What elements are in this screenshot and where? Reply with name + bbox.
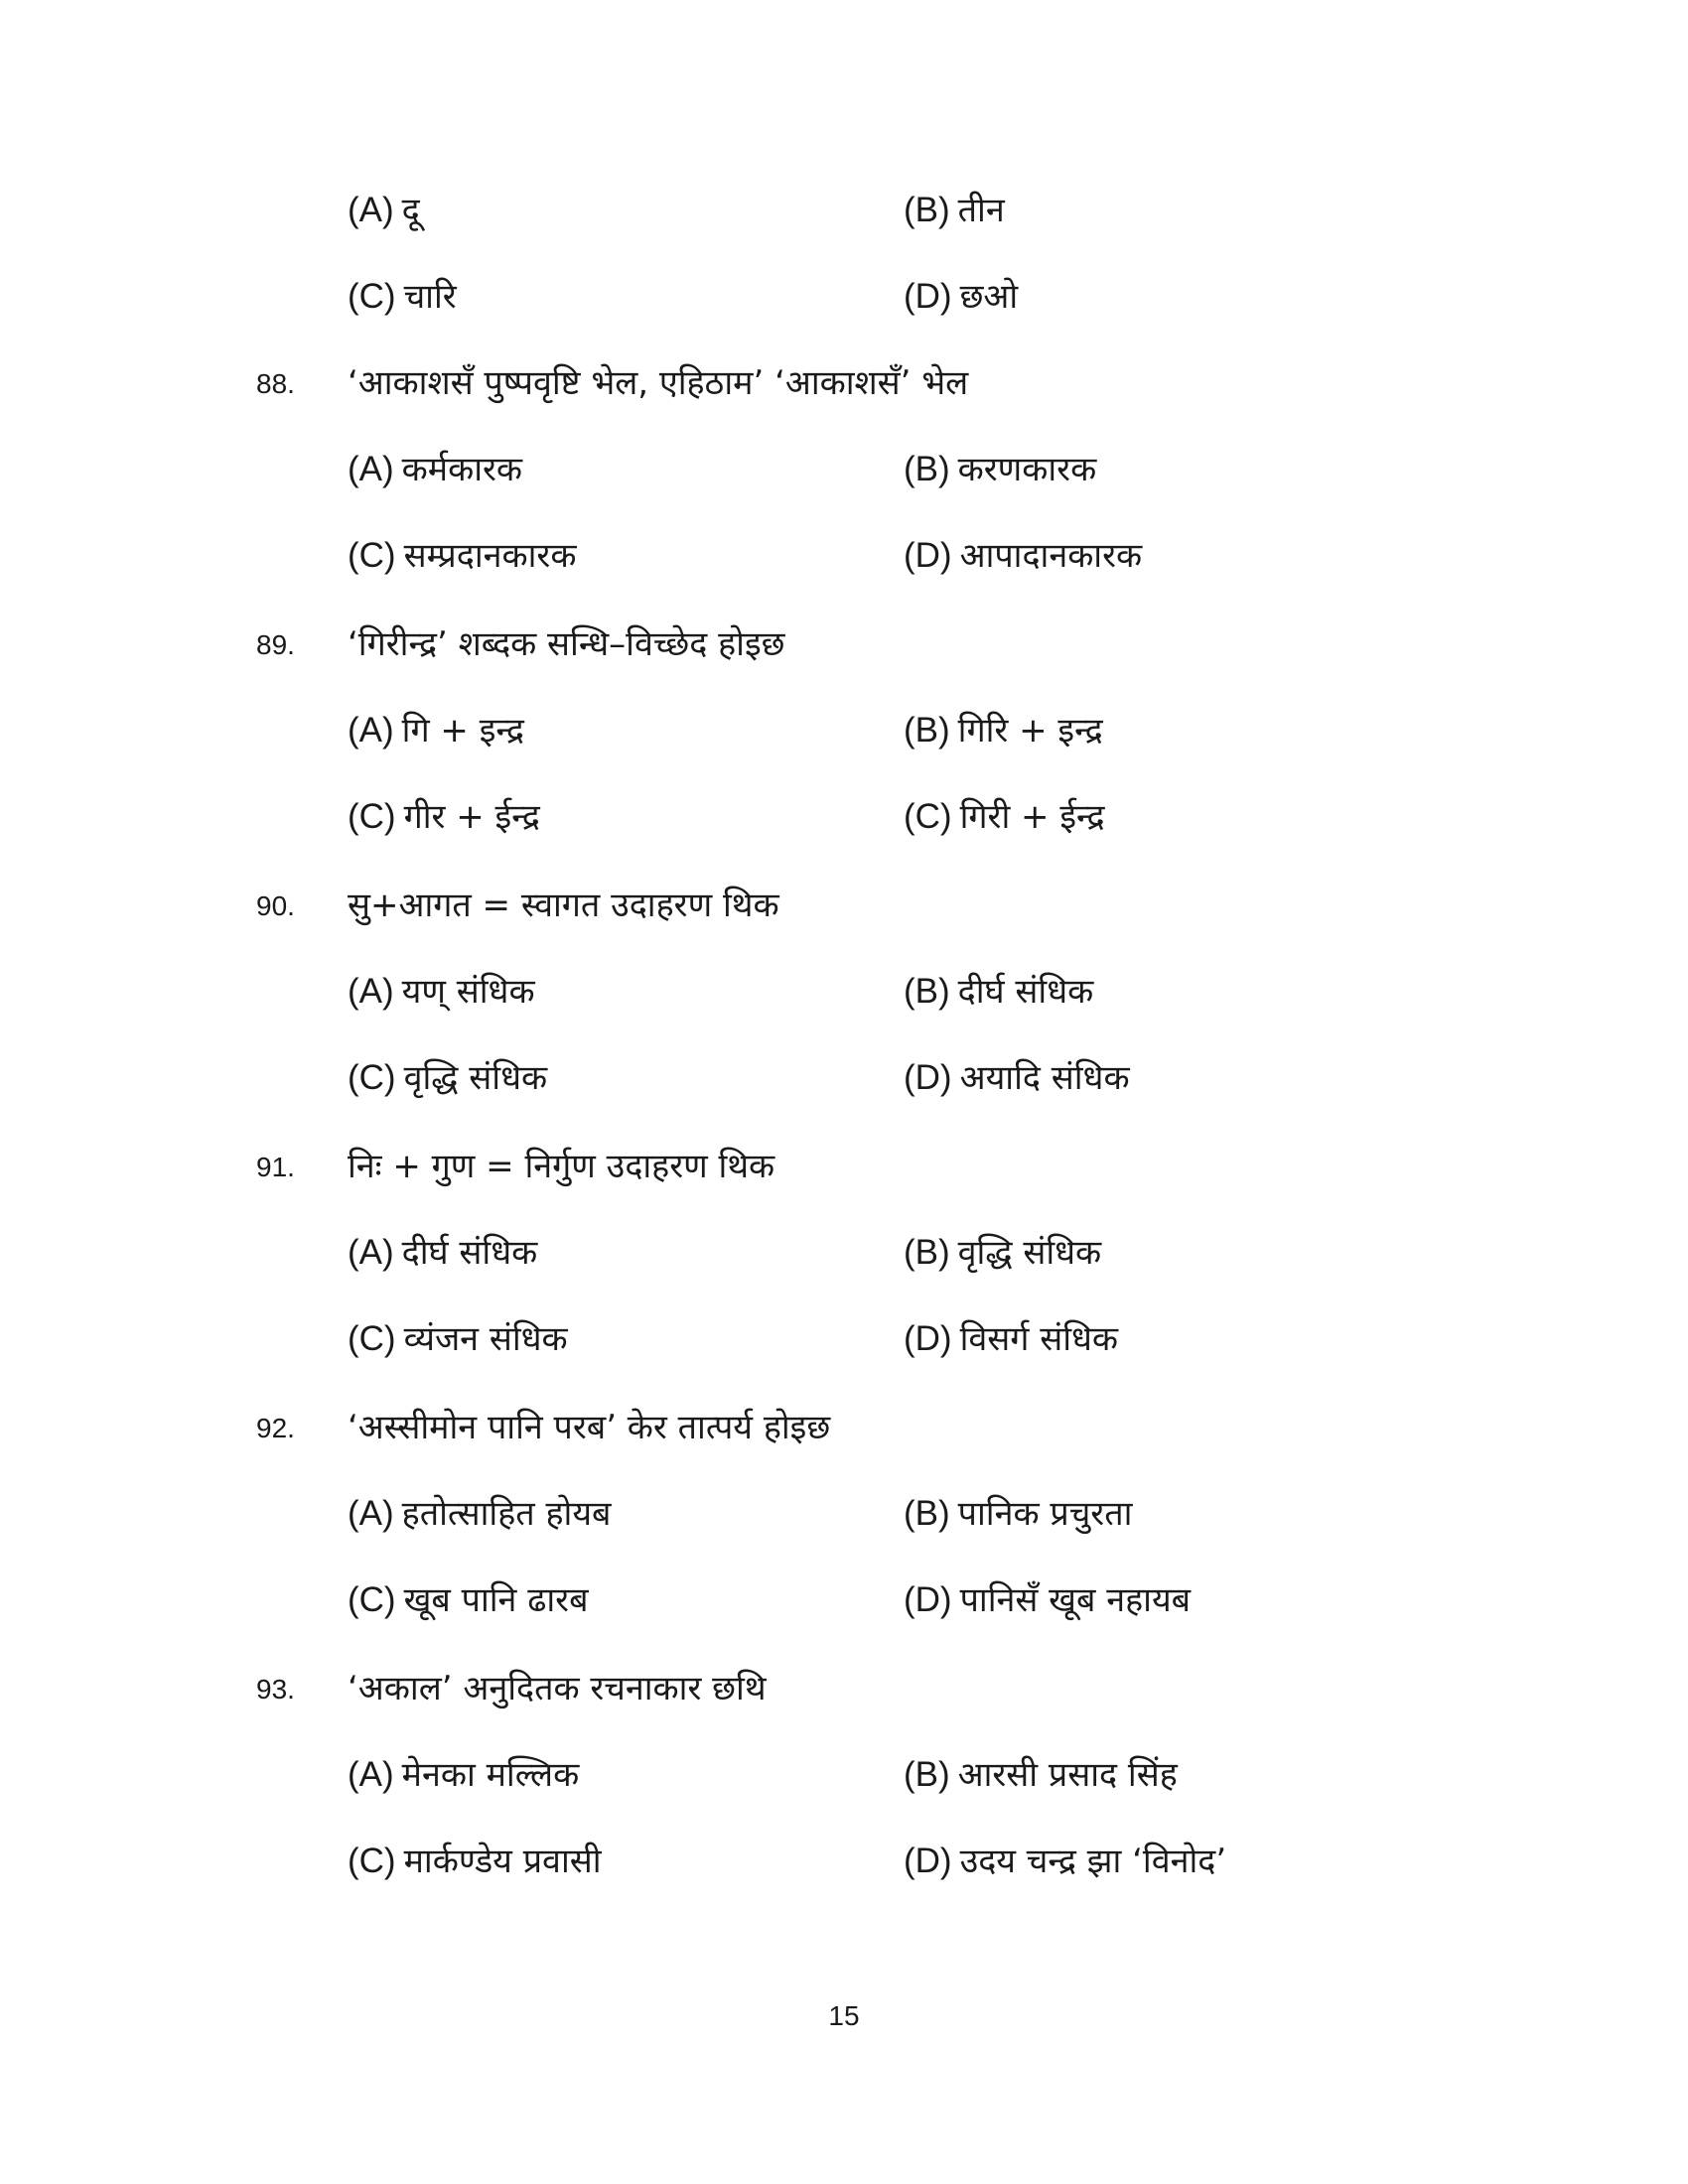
option-label: (B) (904, 972, 950, 1011)
option-text: चारि (403, 277, 457, 317)
question-row (0, 1401, 1688, 1460)
option-label: (A) (348, 1233, 394, 1272)
option-row (0, 443, 1688, 502)
question-row (0, 1140, 1688, 1199)
option-label: (A) (348, 972, 394, 1011)
option-text: दीर्घ संधिक (401, 1233, 538, 1273)
question-text: ‘अस्सीमोन पानि परब’ केर तात्पर्य होइछ (348, 1408, 831, 1447)
question-text: सु+आगत = स्वागत उदाहरण थिक (348, 886, 779, 925)
option-text: गिरि + इन्द्र (957, 711, 1103, 751)
option-a (348, 706, 524, 751)
option-text: वृद्धि संधिक (957, 1233, 1102, 1273)
option-text: दू (401, 191, 420, 230)
option-label: (D) (904, 536, 952, 575)
question-text: निः + गुण = निर्गुण उदाहरण थिक (348, 1147, 775, 1186)
option-row (0, 1573, 1688, 1633)
option-label: (B) (904, 450, 950, 488)
option-b (904, 1750, 1178, 1796)
option-text: वृद्धि संधिक (403, 1058, 548, 1098)
option-row (0, 790, 1688, 850)
option-text: पानिक प्रचुरता (957, 1494, 1133, 1534)
option-text: कर्मकारक (401, 450, 523, 489)
option-text: खूब पानि ढारब (403, 1580, 589, 1620)
option-row (0, 704, 1688, 763)
option-text: करणकारक (957, 450, 1097, 489)
question-row (0, 1662, 1688, 1721)
option-text: अयादि संधिक (959, 1058, 1130, 1098)
question-text: ‘आकाशसँ पुष्पवृष्टि भेल, एहिठाम’ ‘आकाशसँ’ भेल (348, 363, 969, 403)
question-number: 88. (256, 368, 295, 399)
option-text: तीन (957, 191, 1005, 230)
question-number: 92. (256, 1413, 295, 1443)
option-label: (D) (904, 1058, 952, 1097)
option-a (348, 967, 535, 1013)
option-label: (C) (904, 797, 952, 836)
option-label: (C) (348, 1842, 396, 1880)
option-text: मेनका मल्लिक (401, 1755, 580, 1795)
option-row (0, 1487, 1688, 1547)
option-c (348, 272, 457, 318)
option-label: (C) (348, 1580, 396, 1619)
option-c (348, 531, 576, 577)
option-a (348, 1228, 537, 1274)
question-row (0, 879, 1688, 938)
question-text: ‘अकाल’ अनुदितक रचनाकार छथि (348, 1669, 767, 1708)
option-label: (B) (904, 1233, 950, 1272)
option-d (904, 531, 1142, 577)
question-number: 90. (256, 890, 295, 921)
option-label: (B) (904, 711, 950, 750)
option-c (348, 1575, 589, 1621)
option-label: (C) (348, 277, 396, 316)
option-label: (A) (348, 1755, 394, 1794)
option-text: विसर्ग संधिक (959, 1319, 1119, 1359)
option-row (0, 1051, 1688, 1111)
option-label: (C) (348, 797, 396, 836)
option-d (904, 792, 1105, 838)
option-b (904, 706, 1103, 751)
option-b (904, 445, 1096, 490)
option-row (0, 1835, 1688, 1894)
option-b (904, 967, 1093, 1013)
question-text: ‘गिरीन्द्र’ शब्दक सन्धि–विच्छेद होइछ (348, 624, 785, 664)
option-text: हतोत्साहित होयब (401, 1494, 612, 1534)
option-d (904, 1837, 1226, 1882)
option-text: व्यंजन संधिक (403, 1319, 568, 1359)
option-text: पानिसँ खूब नहायब (959, 1580, 1192, 1620)
option-c (348, 792, 540, 838)
option-d (904, 1314, 1118, 1360)
option-text: सम्प्रदानकारक (403, 536, 577, 576)
option-row (0, 529, 1688, 589)
option-a (348, 186, 420, 231)
option-c (348, 1053, 547, 1099)
question-number: 91. (256, 1152, 295, 1182)
option-b (904, 186, 1005, 231)
option-text: छओ (959, 277, 1019, 317)
option-text: गीर + ईन्द्र (403, 797, 540, 837)
option-label: (D) (904, 1842, 952, 1880)
option-label: (C) (348, 1319, 396, 1358)
option-label: (A) (348, 1494, 394, 1533)
option-row (0, 1312, 1688, 1372)
option-text: गि + इन्द्र (401, 711, 524, 751)
question-row (0, 617, 1688, 677)
option-d (904, 272, 1018, 318)
option-text: उदय चन्द्र झा ‘विनोद’ (959, 1842, 1227, 1881)
page-number: 15 (828, 2000, 860, 2031)
option-row (0, 270, 1688, 330)
option-c (348, 1837, 602, 1882)
option-row (0, 965, 1688, 1024)
option-label: (C) (348, 536, 396, 575)
question-row (0, 356, 1688, 416)
option-row (0, 1226, 1688, 1286)
option-label: (D) (904, 1580, 952, 1619)
question-number: 89. (256, 629, 295, 660)
option-b (904, 1228, 1101, 1274)
option-b (904, 1489, 1132, 1535)
option-text: आपादानकारक (959, 536, 1143, 576)
option-text: दीर्घ संधिक (957, 972, 1094, 1012)
option-label: (D) (904, 1319, 952, 1358)
option-a (348, 1489, 611, 1535)
option-d (904, 1053, 1130, 1099)
option-row (0, 1748, 1688, 1808)
option-label: (D) (904, 277, 952, 316)
option-label: (B) (904, 1494, 950, 1533)
option-label: (B) (904, 191, 950, 229)
option-c (348, 1314, 568, 1360)
option-a (348, 445, 522, 490)
option-label: (A) (348, 450, 394, 488)
option-text: यण् संधिक (401, 972, 535, 1012)
option-text: मार्कण्डेय प्रवासी (403, 1842, 602, 1881)
option-row (0, 184, 1688, 243)
option-d (904, 1575, 1191, 1621)
option-text: आरसी प्रसाद सिंह (957, 1755, 1178, 1795)
option-a (348, 1750, 579, 1796)
option-text: गिरी + ईन्द्र (959, 797, 1105, 837)
option-label: (B) (904, 1755, 950, 1794)
option-label: (C) (348, 1058, 396, 1097)
question-number: 93. (256, 1674, 295, 1705)
option-label: (A) (348, 191, 394, 229)
option-label: (A) (348, 711, 394, 750)
